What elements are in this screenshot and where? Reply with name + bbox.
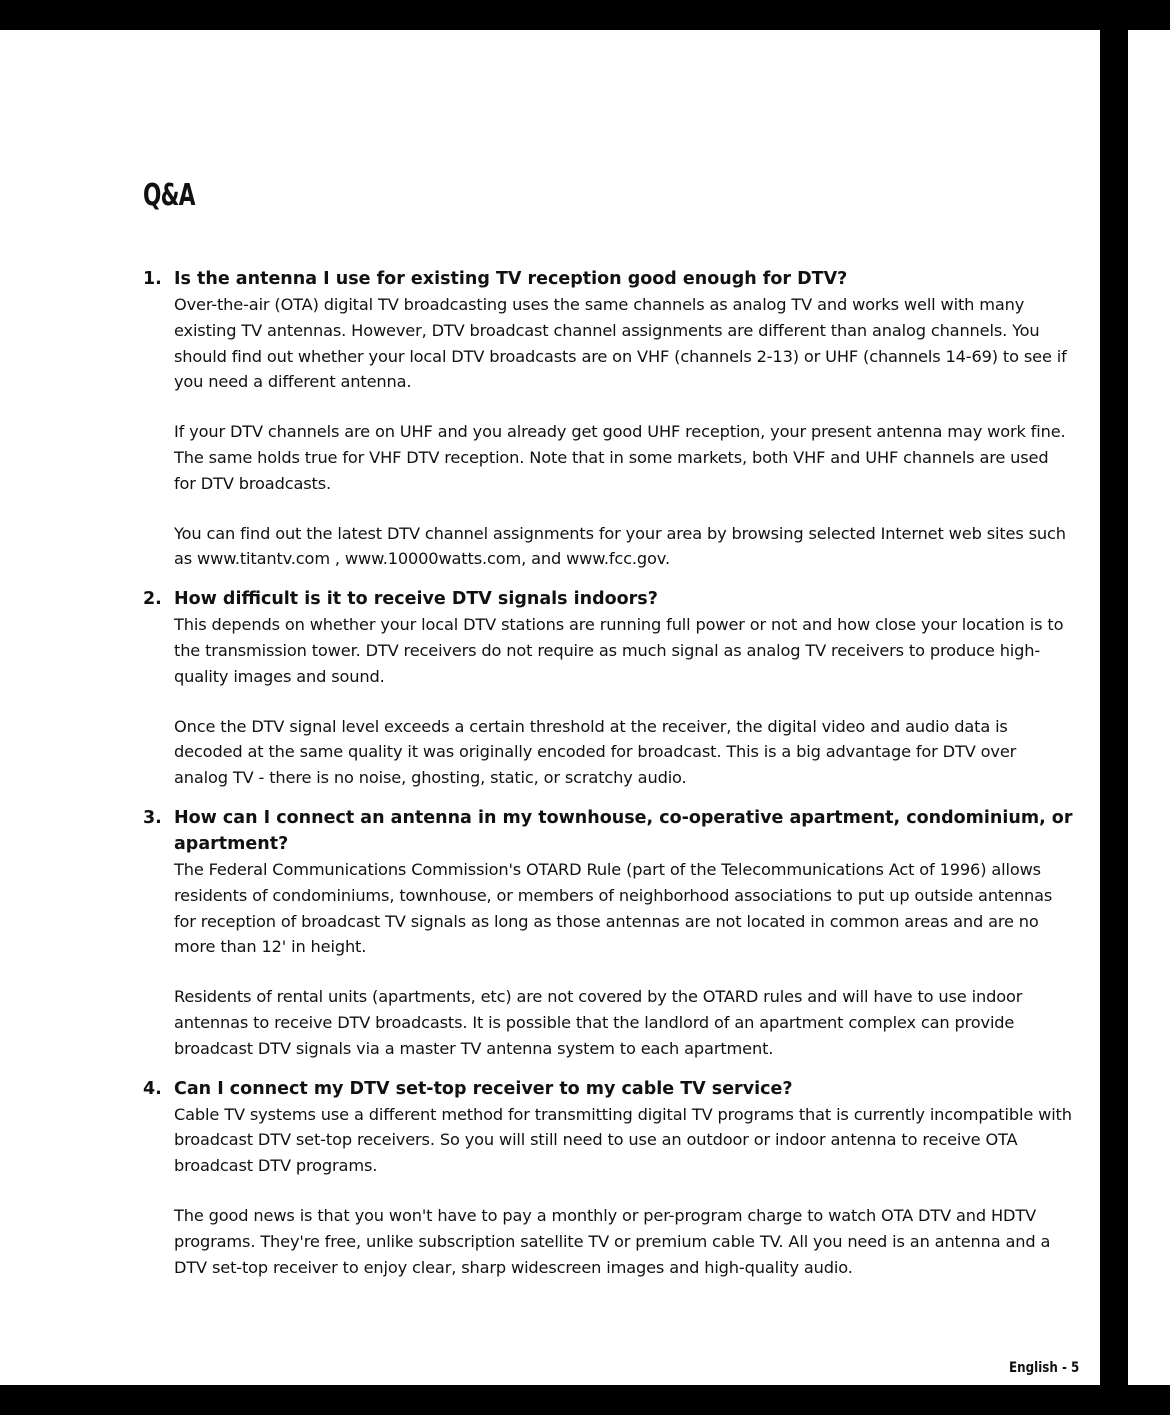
qa-item xyxy=(143,266,1073,572)
answer-paragraph: The good news is that you won't have to pay a monthly or per-program charge to watch OTA DTV and HDTV programs. They're free, unlike subscription satellite TV or premium cable TV. All you need is an antenna and a DTV set-top receiver to enjoy clear, sharp widescreen images and high-quality audio. xyxy=(174,1205,1051,1277)
answer-paragraph: This depends on whether your local DTV stations are running full power or not and how close your location is to the transmission tower. DTV receivers do not require as much signal as analog TV receivers to produce high-quality images and sound. xyxy=(174,615,1064,686)
scan-border-top xyxy=(0,0,1170,30)
answer-paragraph: The Federal Communications Commission's OTARD Rule (part of the Telecommunications Act of 1996) allows residents of condominiums, townhouse, or members of neighborhood associations to put up outside antennas for reception of broadcast TV signals as long as those antennas are not located in common areas and are no more than 12' in height. xyxy=(174,859,1053,957)
answer-paragraph: Once the DTV signal level exceeds a certain threshold at the receiver, the digital video and audio data is decoded at the same quality it was originally encoded for broadcast. This is a big advantage for DTV over analog TV - there is no noise, ghosting, static, or scratchy audio. xyxy=(174,716,1017,788)
qa-item xyxy=(143,805,1073,1062)
qa-item xyxy=(143,1076,1073,1281)
page-title: Q&A xyxy=(143,178,195,213)
question-number: 3. xyxy=(143,807,162,828)
answer-paragraph: If your DTV channels are on UHF and you already get good UHF reception, your present antenna may work fine. The same holds true for VHF DTV reception. Note that in some markets, both VHF and UHF channels are used for DTV broadcasts. xyxy=(174,422,1066,493)
question-text: How can I connect an antenna in my townhouse, co-operative apartment, condominium, or apartment? xyxy=(174,807,1073,854)
qa-item xyxy=(143,586,1073,791)
question-text: How difficult is it to receive DTV signals indoors? xyxy=(174,589,658,610)
qa-list xyxy=(143,266,1073,1294)
question-number: 1. xyxy=(143,269,162,289)
question xyxy=(143,805,1073,857)
scan-border-bottom xyxy=(0,1385,1170,1415)
question-number: 4. xyxy=(143,1078,162,1099)
question xyxy=(143,586,1073,612)
page-number: English - 5 xyxy=(1009,1360,1080,1376)
answer-paragraph: Cable TV systems use a different method for transmitting digital TV programs that is currently incompatible with broadcast DTV set-top receivers. So you will still need to use an outdoor or indoor antenna to receive OTA broadcast DTV programs. xyxy=(174,1104,1072,1176)
question-text: Is the antenna I use for existing TV reception good enough for DTV? xyxy=(174,269,848,289)
question xyxy=(143,266,1073,292)
question-text: Can I connect my DTV set-top receiver to my cable TV service? xyxy=(174,1078,793,1099)
answer-paragraph: Over-the-air (OTA) digital TV broadcasting uses the same channels as analog TV and works well with many existing TV antennas. However, DTV broadcast channel assignments are different than analog channels. You should find out whether your local DTV broadcasts are on VHF (channels 2-13) or UHF (channels 14-69) to see if you need a different antenna. xyxy=(174,295,1067,392)
scan-border-right xyxy=(1100,0,1128,1385)
question-number: 2. xyxy=(143,589,162,610)
answer-paragraph: You can find out the latest DTV channel assignments for your area by browsing selected Internet web sites such as www.titantv.com , www.10000watts.com, and www.fcc.gov. xyxy=(174,523,1066,569)
answer-paragraph: Residents of rental units (apartments, etc) are not covered by the OTARD rules and will have to use indoor antennas to receive DTV broadcasts. It is possible that the landlord of an apartment complex can provide broadcast DTV signals via a master TV antenna system to each apartment. xyxy=(174,987,1023,1058)
question xyxy=(143,1076,1073,1102)
